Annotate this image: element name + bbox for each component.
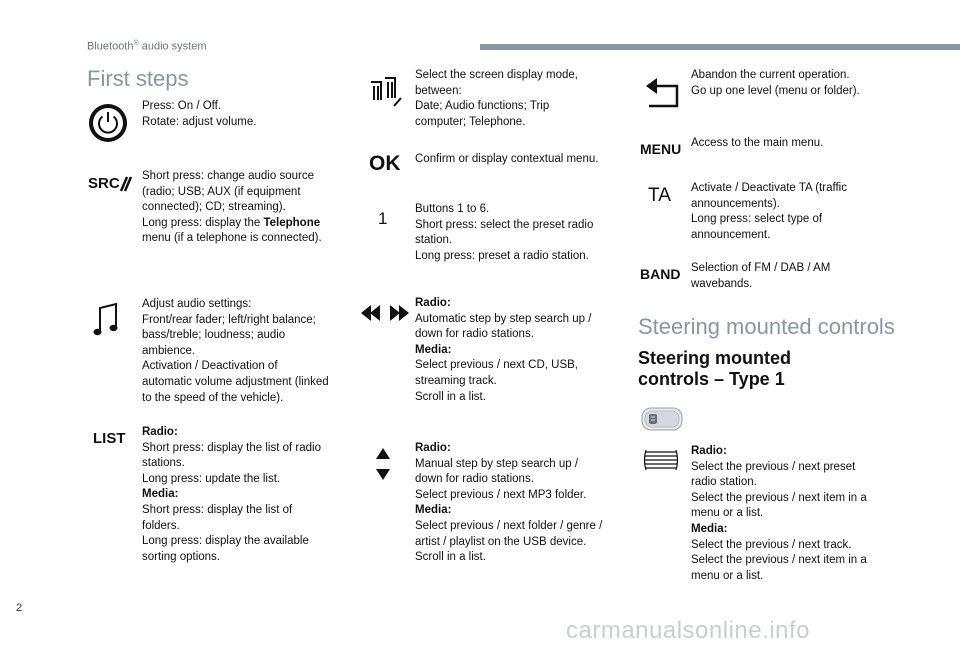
preset-buttons-description: Buttons 1 to 6. Short press: select the preset radio station. Long press: preset a radio station. bbox=[415, 203, 594, 262]
back-icon bbox=[643, 76, 683, 112]
up-down-arrows-icon bbox=[375, 447, 391, 481]
section-title-first-steps: First steps bbox=[87, 66, 189, 91]
preset-number-icon: 1 bbox=[378, 209, 388, 228]
power-knob-icon bbox=[88, 103, 128, 143]
band-label-icon: BAND bbox=[640, 266, 681, 282]
steering-description: Radio: Select the previous / next preset radio station. Select the previous / next item in a menu or a list. Media: Select the previous / next track. Select the previous / next item in a menu or a list. bbox=[691, 445, 867, 582]
list-description: Radio: Short press: display the list of radio stations. Long press: update the list. Media: Short press: display the list of folders. Long press: display the available sorting options. bbox=[142, 426, 321, 563]
power-description: Press: On / Off. Rotate: adjust volume. bbox=[142, 100, 257, 128]
header-title: Bluetooth® audio system bbox=[87, 40, 207, 53]
subsection-title-type1: Steering mounted controls – Type 1 bbox=[638, 348, 792, 389]
page-number: 2 bbox=[16, 602, 23, 614]
section-title-steering: Steering mounted controls bbox=[638, 314, 895, 339]
back-description: Abandon the current operation. Go up one level (menu or folder). bbox=[691, 69, 860, 97]
up-down-description: Radio: Manual step by step search up / down for radio stations. Select previous / next MP3 folder. Media: Select previous / next folder / genre / artist / playlist on the USB device. Scroll in a list. bbox=[415, 442, 603, 564]
menu-label-icon: MENU bbox=[640, 141, 682, 157]
ok-button-icon: OK bbox=[369, 152, 401, 175]
header-bar bbox=[480, 44, 960, 50]
src-description: Short press: change audio source (radio; USB; AUX (if equipment connected); CD; streaming). Long press: display the Telephone menu (if a telephone is connected). bbox=[142, 170, 322, 245]
band-description: Selection of FM / DAB / AM wavebands. bbox=[691, 262, 831, 290]
ok-description: Confirm or display contextual menu. bbox=[415, 153, 599, 165]
list-label-icon: LIST bbox=[93, 430, 126, 447]
menu-description: Access to the main menu. bbox=[691, 137, 824, 149]
display-mode-description: Select the screen display mode, between: Date; Audio functions; Trip computer; Telephone. bbox=[415, 69, 579, 128]
audio-settings-description: Adjust audio settings: Front/rear fader; left/right balance; bass/treble; loudness; audio ambience. Activation / Deactivation of automatic volume adjustment (linked to the speed of the vehicle). bbox=[142, 298, 329, 404]
src-phone-icon: SRC bbox=[88, 175, 132, 195]
seek-arrows-icon bbox=[361, 304, 409, 322]
display-mode-icon bbox=[368, 76, 404, 108]
seek-description: Radio: Automatic step by step search up / down for radio stations. Media: Select previous / next CD, USB, streaming track. Scroll in a list. bbox=[415, 297, 592, 403]
music-note-icon bbox=[93, 302, 119, 338]
steering-stalk-icon bbox=[641, 406, 683, 432]
ta-label-icon: TA bbox=[648, 185, 671, 206]
ta-description: Activate / Deactivate TA (traffic announcements). Long press: select type of announcement. bbox=[691, 182, 847, 241]
thumbwheel-icon bbox=[644, 448, 678, 472]
watermark: carmanualsonline.info bbox=[566, 617, 810, 644]
